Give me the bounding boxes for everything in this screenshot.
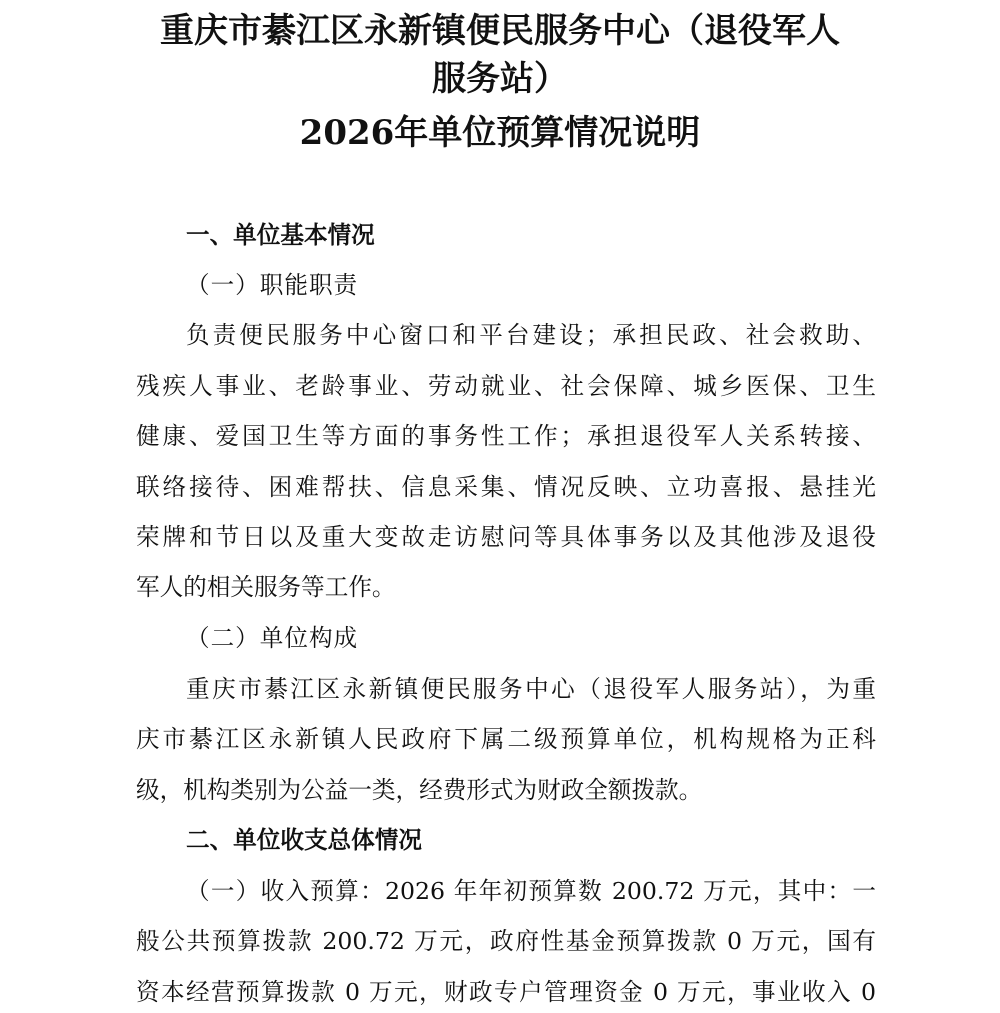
paragraph-line: 军人的相关服务等工作。 [136,573,396,601]
paragraph-line: 联络接待、困难帮扶、信息采集、情况反映、立功喜报、悬挂光 [136,473,876,501]
document-title-line-2: 服务站） [432,59,568,99]
section-1-heading: 一、单位基本情况 [186,221,375,249]
paragraph-line: 级，机构类别为公益一类，经费形式为财政全额拨款。 [136,776,703,804]
paragraph-line: 残疾人事业、老龄事业、劳动就业、社会保障、城乡医保、卫生 [136,372,876,400]
section-2-heading: 二、单位收支总体情况 [186,826,422,854]
document-title-line-1: 重庆市綦江区永新镇便民服务中心（退役军人 [160,11,840,51]
paragraph-line: 荣牌和节日以及重大变故走访慰问等具体事务以及其他涉及退役 [136,523,876,551]
paragraph-line: 负责便民服务中心窗口和平台建设；承担民政、社会救助、 [186,321,876,349]
paragraph-line: 般公共预算拨款 200.72 万元，政府性基金预算拨款 0 万元，国有 [136,927,876,955]
paragraph-line: 资本经营预算拨款 0 万元，财政专户管理资金 0 万元，事业收入 0 [136,978,876,1006]
paragraph-line: 重庆市綦江区永新镇便民服务中心（退役军人服务站），为重 [186,675,876,703]
section-1-sub-2-heading: （二）单位构成 [186,624,359,652]
paragraph-line: 健康、爱国卫生等方面的事务性工作；承担退役军人关系转接、 [136,422,876,450]
document-title-line-3: 2026年单位预算情况说明 [299,113,701,153]
paragraph-line: 庆市綦江区永新镇人民政府下属二级预算单位，机构规格为正科 [136,725,876,753]
section-1-sub-1-heading: （一）职能职责 [186,271,359,299]
paragraph-line: （一）收入预算：2026 年年初预算数 200.72 万元，其中：一 [186,877,876,905]
